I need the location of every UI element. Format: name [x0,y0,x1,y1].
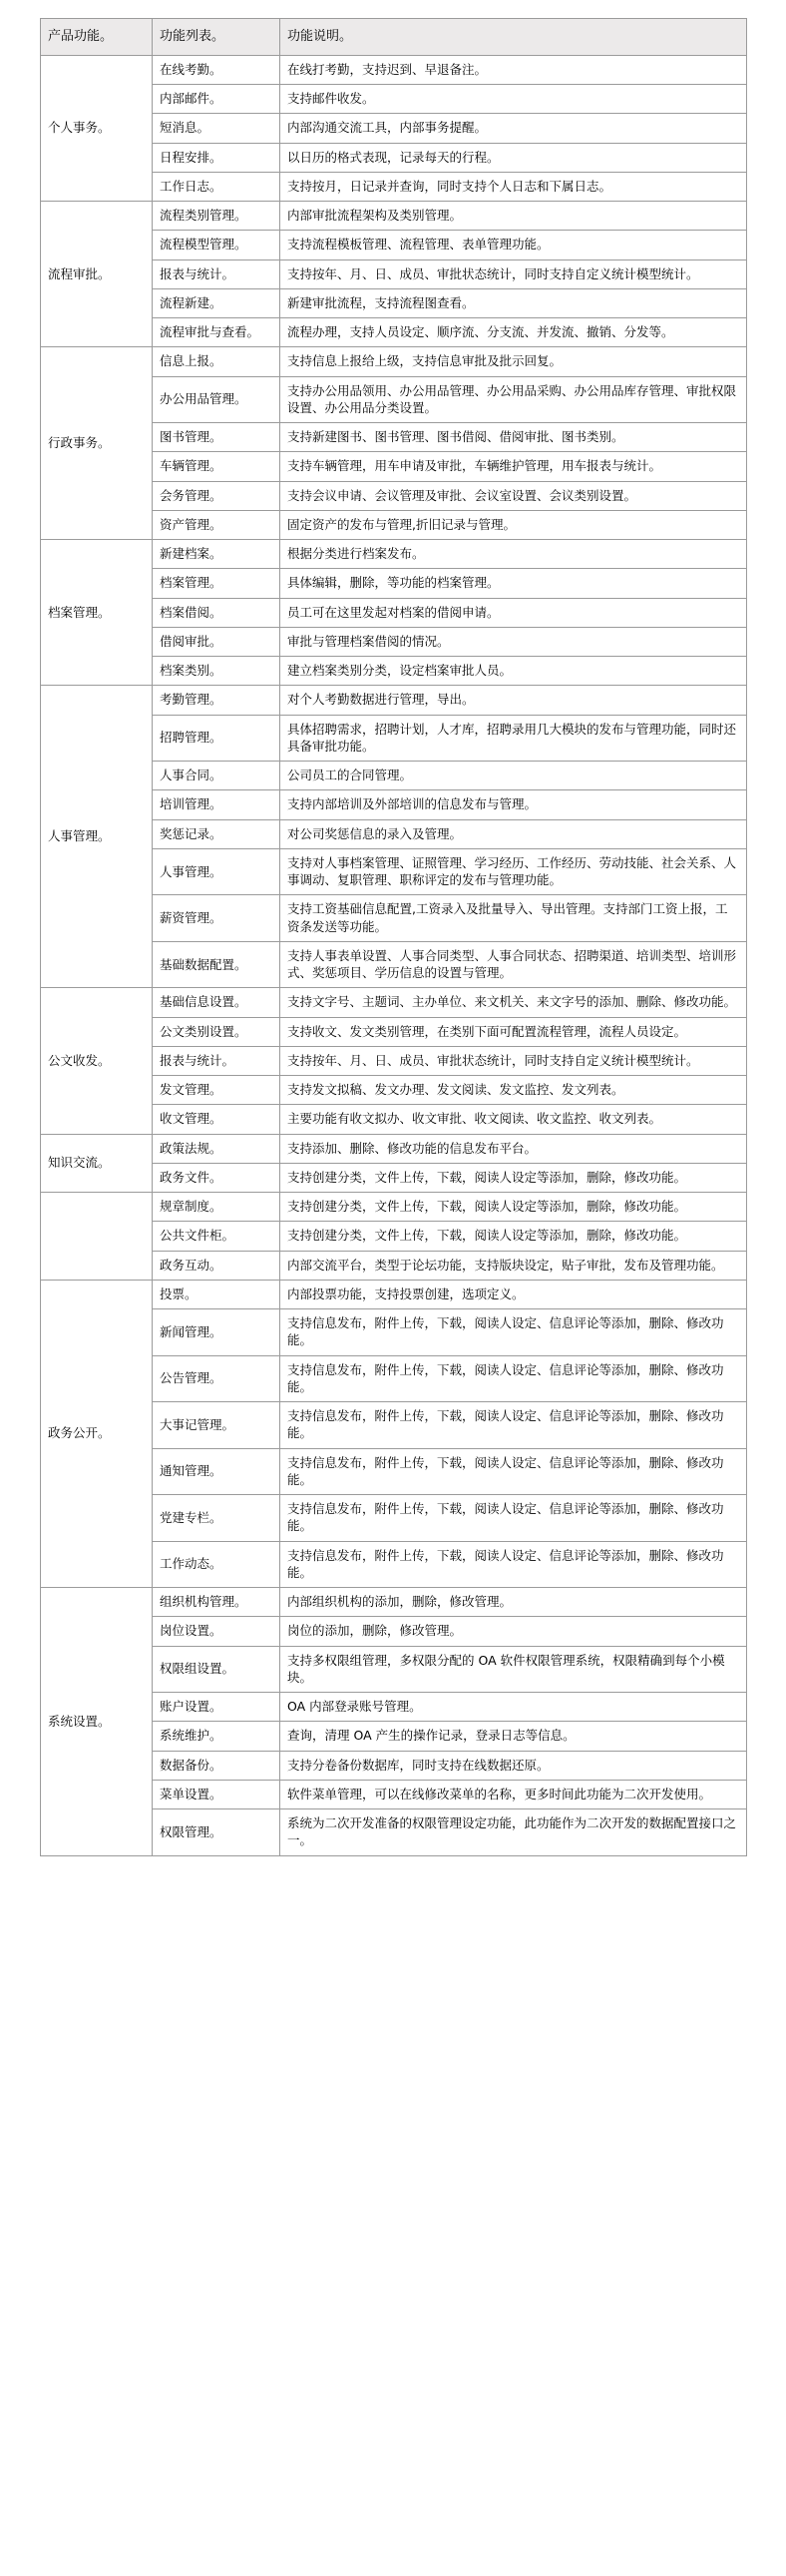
function-name-cell: 流程模型管理。 [153,231,280,259]
function-name-cell: 培训管理。 [153,790,280,819]
function-description-cell: 支持收文、发文类别管理，在类别下面可配置流程管理，流程人员设定。 [280,1017,747,1046]
function-name-cell: 图书管理。 [153,423,280,452]
function-name-cell: 政务互动。 [153,1251,280,1280]
group-name-cell: 系统设置。 [41,1588,153,1856]
function-description-cell: 支持添加、删除、修改功能的信息发布平台。 [280,1134,747,1163]
function-description-cell: 支持信息上报给上级，支持信息审批及批示回复。 [280,347,747,376]
function-name-cell: 奖惩记录。 [153,819,280,848]
function-description-cell: 支持按年、月、日、成员、审批状态统计，同时支持自定义统计模型统计。 [280,1046,747,1075]
function-description-cell: 对个人考勤数据进行管理，导出。 [280,686,747,715]
group-name-cell: 公文收发。 [41,988,153,1134]
table-row [41,347,747,376]
function-description-cell: 根据分类进行档案发布。 [280,540,747,569]
function-name-cell: 档案管理。 [153,569,280,598]
function-name-cell: 人事合同。 [153,762,280,790]
function-description-cell: 对公司奖惩信息的录入及管理。 [280,819,747,848]
column-header-product-function: 产品功能。 [41,19,153,56]
function-name-cell: 在线考勤。 [153,55,280,84]
table-row [41,1193,747,1222]
function-name-cell: 考勤管理。 [153,686,280,715]
group-name-cell: 行政事务。 [41,347,153,540]
function-name-cell: 会务管理。 [153,481,280,510]
group-name-cell [41,1193,153,1281]
function-description-cell: 流程办理，支持人员设定、顺序流、分支流、并发流、撤销、分发等。 [280,318,747,347]
function-description-cell: 软件菜单管理，可以在线修改菜单的名称，更多时间此功能为二次开发使用。 [280,1780,747,1808]
function-name-cell: 薪资管理。 [153,895,280,942]
function-name-cell: 日程安排。 [153,143,280,172]
function-name-cell: 借阅审批。 [153,627,280,656]
group-name-cell: 个人事务。 [41,55,153,201]
table-header [41,19,747,56]
function-description-cell: 支持信息发布，附件上传，下载，阅读人设定、信息评论等添加，删除、修改功能。 [280,1541,747,1588]
function-description-cell: 系统为二次开发准备的权限管理设定功能，此功能作为二次开发的数据配置接口之一。 [280,1809,747,1856]
function-description-cell: 支持创建分类，文件上传，下载，阅读人设定等添加，删除，修改功能。 [280,1163,747,1192]
function-name-cell: 工作动态。 [153,1541,280,1588]
function-description-cell: 岗位的添加，删除，修改管理。 [280,1617,747,1646]
function-description-cell: 支持信息发布，附件上传，下载，阅读人设定、信息评论等添加，删除、修改功能。 [280,1448,747,1495]
function-name-cell: 招聘管理。 [153,715,280,762]
function-name-cell: 短消息。 [153,114,280,143]
function-name-cell: 大事记管理。 [153,1402,280,1449]
function-name-cell: 系统维护。 [153,1722,280,1751]
function-name-cell: 公文类别设置。 [153,1017,280,1046]
function-description-cell: 内部审批流程架构及类别管理。 [280,202,747,231]
function-name-cell: 发文管理。 [153,1076,280,1105]
function-description-cell: 支持内部培训及外部培训的信息发布与管理。 [280,790,747,819]
function-name-cell: 规章制度。 [153,1193,280,1222]
table-row [41,55,747,84]
function-name-cell: 公共文件柜。 [153,1222,280,1251]
function-description-cell: 以日历的格式表现，记录每天的行程。 [280,143,747,172]
group-name-cell: 知识交流。 [41,1134,153,1193]
function-description-cell: 内部沟通交流工具，内部事务提醒。 [280,114,747,143]
group-name-cell: 流程审批。 [41,202,153,347]
function-description-cell: 支持邮件收发。 [280,85,747,114]
function-name-cell: 基础数据配置。 [153,941,280,988]
function-name-cell: 组织机构管理。 [153,1588,280,1617]
function-description-cell: 具体招聘需求，招聘计划，人才库，招聘录用几大模块的发布与管理功能，同时还具备审批功能。 [280,715,747,762]
function-name-cell: 岗位设置。 [153,1617,280,1646]
column-header-function-description: 功能说明。 [280,19,747,56]
group-name-cell: 人事管理。 [41,686,153,988]
function-name-cell: 流程新建。 [153,288,280,317]
table-body [41,55,747,1855]
function-description-cell: 固定资产的发布与管理,折旧记录与管理。 [280,510,747,539]
function-name-cell: 数据备份。 [153,1751,280,1780]
function-name-cell: 资产管理。 [153,510,280,539]
function-description-cell: 支持按月，日记录并查询，同时支持个人日志和下属日志。 [280,172,747,201]
function-name-cell: 投票。 [153,1280,280,1308]
function-name-cell: 信息上报。 [153,347,280,376]
function-name-cell: 车辆管理。 [153,452,280,481]
function-description-cell: 支持工资基础信息配置,工资录入及批量导入、导出管理。支持部门工资上报，工资条发送等功能。 [280,895,747,942]
function-name-cell: 报表与统计。 [153,1046,280,1075]
function-description-cell: 支持对人事档案管理、证照管理、学习经历、工作经历、劳动技能、社会关系、人事调动、复职管理、职称评定的发布与管理功能。 [280,848,747,895]
function-description-cell: 支持发文拟稿、发文办理、发文阅读、发文监控、发文列表。 [280,1076,747,1105]
function-description-cell: 支持信息发布，附件上传，下载，阅读人设定、信息评论等添加，删除、修改功能。 [280,1309,747,1356]
function-description-cell: 内部组织机构的添加，删除，修改管理。 [280,1588,747,1617]
function-name-cell: 政策法规。 [153,1134,280,1163]
function-name-cell: 权限管理。 [153,1809,280,1856]
function-name-cell: 公告管理。 [153,1355,280,1402]
function-description-cell: 支持新建图书、图书管理、图书借阅、借阅审批、图书类别。 [280,423,747,452]
function-name-cell: 收文管理。 [153,1105,280,1134]
function-description-cell: OA 内部登录账号管理。 [280,1693,747,1722]
function-name-cell: 档案类别。 [153,657,280,686]
table-row [41,1588,747,1617]
feature-table [40,18,747,1856]
function-description-cell: 支持车辆管理，用车申请及审批，车辆维护管理，用车报表与统计。 [280,452,747,481]
column-header-function-list: 功能列表。 [153,19,280,56]
function-description-cell: 内部投票功能，支持投票创建，选项定义。 [280,1280,747,1308]
table-row [41,988,747,1017]
function-name-cell: 权限组设置。 [153,1646,280,1693]
function-name-cell: 报表与统计。 [153,259,280,288]
function-description-cell: 支持信息发布，附件上传，下载，阅读人设定、信息评论等添加，删除、修改功能。 [280,1402,747,1449]
function-name-cell: 菜单设置。 [153,1780,280,1808]
function-description-cell: 员工可在这里发起对档案的借阅申请。 [280,598,747,627]
function-name-cell: 内部邮件。 [153,85,280,114]
table-header-row [41,19,747,56]
function-description-cell: 支持多权限组管理，多权限分配的 OA 软件权限管理系统，权限精确到每个小模块。 [280,1646,747,1693]
function-description-cell: 支持流程模板管理、流程管理、表单管理功能。 [280,231,747,259]
function-description-cell: 具体编辑，删除，等功能的档案管理。 [280,569,747,598]
table-row [41,1134,747,1163]
function-description-cell: 在线打考勤，支持迟到、早退备注。 [280,55,747,84]
function-name-cell: 档案借阅。 [153,598,280,627]
function-name-cell: 流程审批与查看。 [153,318,280,347]
function-description-cell: 支持分卷备份数据库，同时支持在线数据还原。 [280,1751,747,1780]
function-description-cell: 支持创建分类，文件上传，下载，阅读人设定等添加，删除，修改功能。 [280,1193,747,1222]
group-name-cell: 政务公开。 [41,1280,153,1587]
function-name-cell: 新闻管理。 [153,1309,280,1356]
function-description-cell: 支持办公用品领用、办公用品管理、办公用品采购、办公用品库存管理、审批权限设置、办公用品分类设置。 [280,376,747,423]
function-name-cell: 人事管理。 [153,848,280,895]
function-description-cell: 支持人事表单设置、人事合同类型、人事合同状态、招聘渠道、培训类型、培训形式、奖惩项目、学历信息的设置与管理。 [280,941,747,988]
function-name-cell: 党建专栏。 [153,1495,280,1542]
function-description-cell: 支持创建分类，文件上传，下载，阅读人设定等添加，删除，修改功能。 [280,1222,747,1251]
function-description-cell: 公司员工的合同管理。 [280,762,747,790]
function-description-cell: 支持文字号、主题词、主办单位、来文机关、来文字号的添加、删除、修改功能。 [280,988,747,1017]
table-row [41,540,747,569]
function-name-cell: 账户设置。 [153,1693,280,1722]
function-name-cell: 政务文件。 [153,1163,280,1192]
table-row [41,202,747,231]
table-row [41,1280,747,1308]
function-description-cell: 支持会议申请、会议管理及审批、会议室设置、会议类别设置。 [280,481,747,510]
function-description-cell: 支持信息发布，附件上传，下载，阅读人设定、信息评论等添加，删除、修改功能。 [280,1495,747,1542]
function-description-cell: 建立档案类别分类，设定档案审批人员。 [280,657,747,686]
function-description-cell: 新建审批流程，支持流程图查看。 [280,288,747,317]
function-name-cell: 通知管理。 [153,1448,280,1495]
function-description-cell: 查询，清理 OA 产生的操作记录，登录日志等信息。 [280,1722,747,1751]
function-description-cell: 支持按年、月、日、成员、审批状态统计，同时支持自定义统计模型统计。 [280,259,747,288]
function-description-cell: 内部交流平台，类型于论坛功能，支持版块设定，贴子审批，发布及管理功能。 [280,1251,747,1280]
function-name-cell: 工作日志。 [153,172,280,201]
function-name-cell: 流程类别管理。 [153,202,280,231]
function-name-cell: 办公用品管理。 [153,376,280,423]
function-description-cell: 主要功能有收文拟办、收文审批、收文阅读、收文监控、收文列表。 [280,1105,747,1134]
function-name-cell: 基础信息设置。 [153,988,280,1017]
function-name-cell: 新建档案。 [153,540,280,569]
table-row [41,686,747,715]
group-name-cell: 档案管理。 [41,540,153,686]
function-description-cell: 支持信息发布，附件上传，下载，阅读人设定、信息评论等添加，删除、修改功能。 [280,1355,747,1402]
function-description-cell: 审批与管理档案借阅的情况。 [280,627,747,656]
